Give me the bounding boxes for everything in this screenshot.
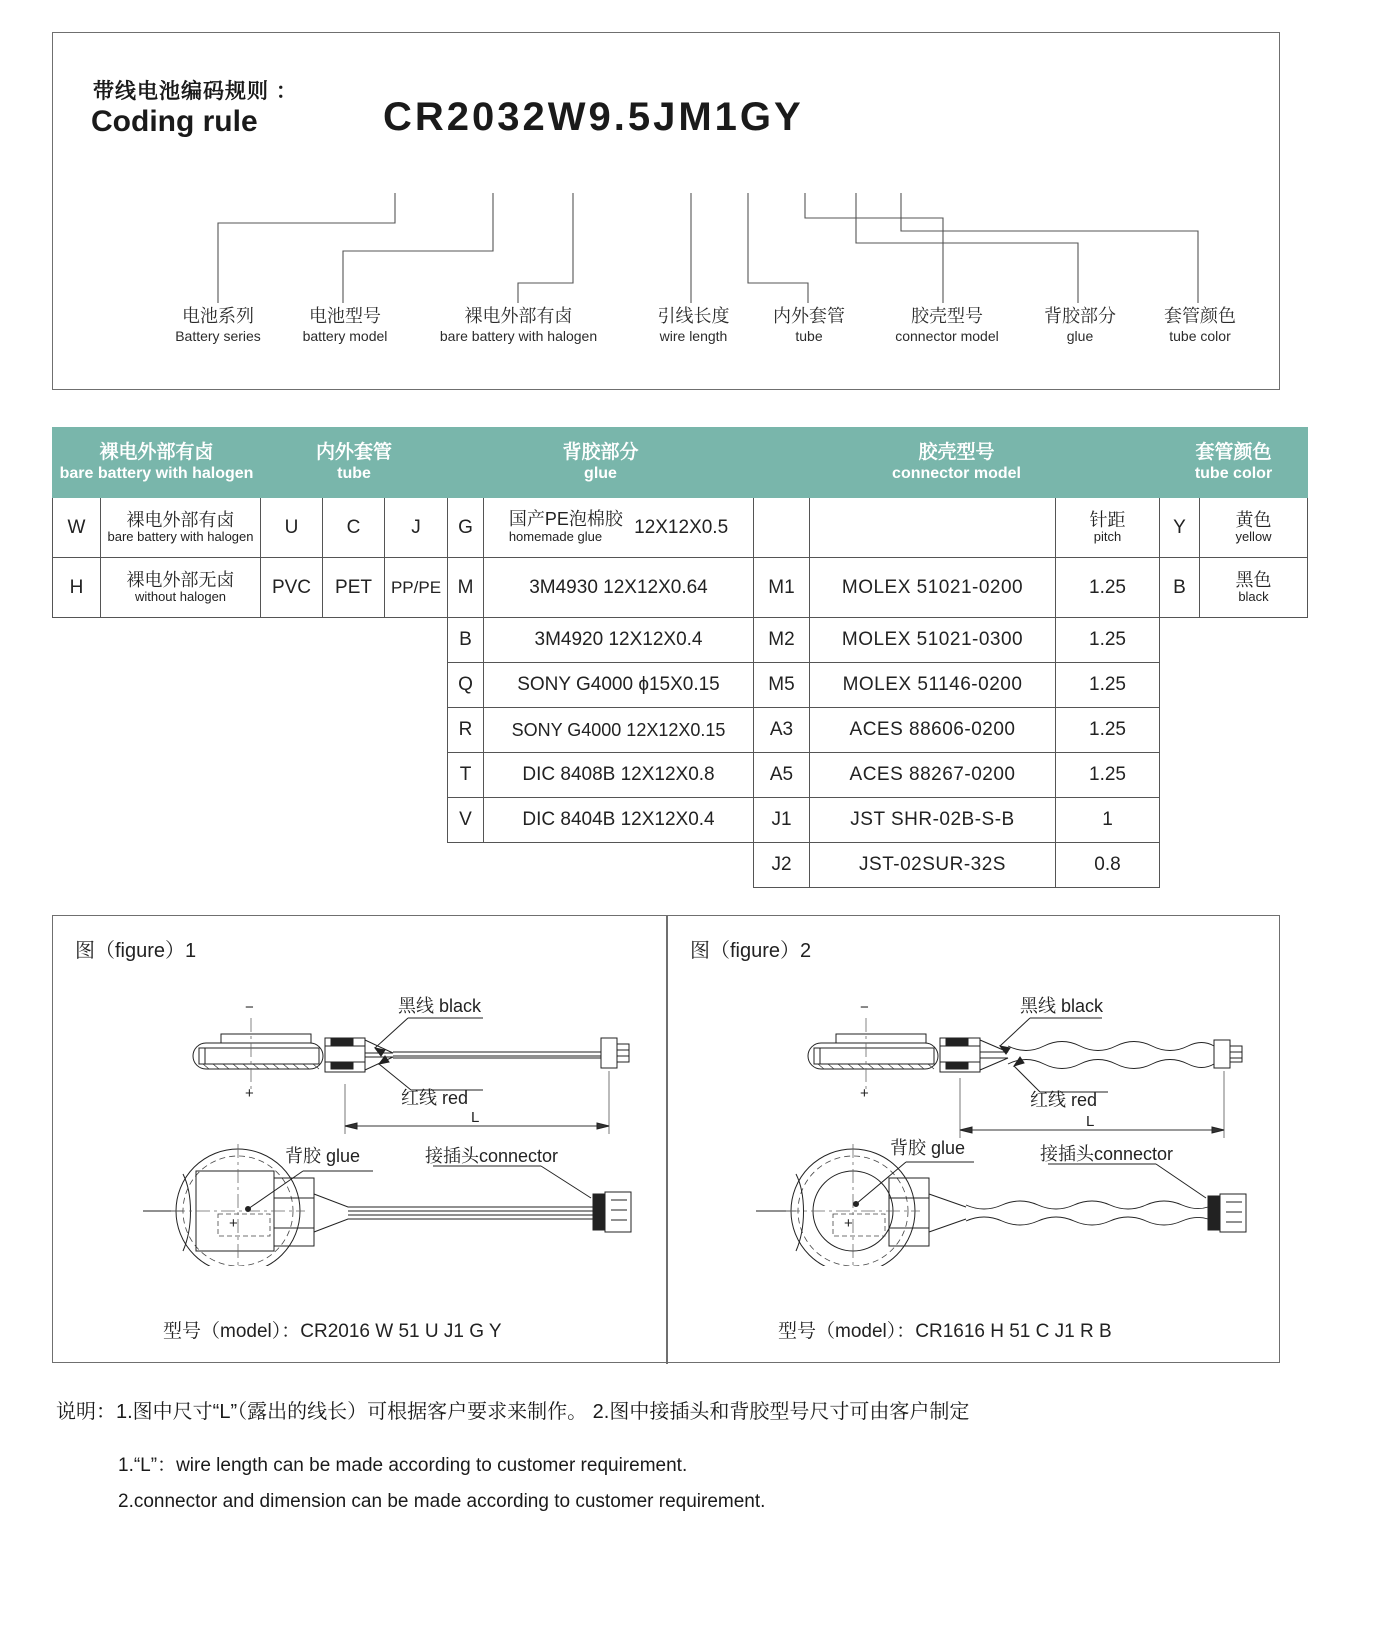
figure-1-minus-sign: −: [245, 999, 254, 1016]
tube-code-u: U: [261, 498, 323, 558]
glue-spec-b: 3M4920 12X12X0.4: [484, 618, 754, 663]
legend-item-glue: [1021, 305, 1139, 345]
pitch-en: pitch: [1093, 529, 1122, 545]
figure-2-connector-label: 接插头connector: [1040, 1144, 1174, 1164]
connector-model-j1: JST SHR-02B-S-B: [810, 798, 1056, 843]
table-header-row: [53, 428, 1308, 498]
connector-code-a3: A3: [754, 708, 810, 753]
figure-1-model: [163, 1316, 502, 1343]
tube-code-j: J: [385, 498, 448, 558]
notes-section: [56, 1395, 1336, 1513]
header-glue: [448, 428, 754, 498]
legend-item-tube-color: [1135, 305, 1265, 345]
note-line-english-1: 1.“L”：wire length can be made according to customer requirement.: [118, 1455, 688, 1476]
connector-model-a3: ACES 88606-0200: [810, 708, 1056, 753]
figure-1-dimension-label: L: [471, 1109, 480, 1126]
header-cn: 套管颜色: [1195, 441, 1272, 463]
header-connector-model: [754, 428, 1160, 498]
figure-2-plus-sign: +: [860, 1085, 869, 1102]
glue-spec-q: SONY G4000 ϕ15X0.15: [484, 663, 754, 708]
figure-divider: [666, 916, 668, 1364]
figure-1-glue-label: 背胶 glue: [285, 1146, 361, 1166]
figure-1-red-wire-label: 红线 red: [401, 1088, 469, 1108]
figure-1-connector-label: 接插头connector: [425, 1146, 559, 1166]
specification-table: [52, 427, 1308, 888]
legend-item-tube: [753, 305, 865, 345]
legend-en: wire length: [659, 327, 728, 344]
header-en: tube: [337, 465, 371, 483]
figure-1-plus-sign: +: [245, 1085, 254, 1102]
header-tube: [261, 428, 448, 498]
note-line-english-2: 2.connector and dimension can be made according to customer requirement.: [118, 1491, 766, 1512]
connector-model-j2: JST-02SUR-32S: [810, 843, 1056, 888]
legend-cn: 内外套管: [773, 306, 845, 326]
connector-model-a5: ACES 88267-0200: [810, 753, 1056, 798]
halogen-code-h: H: [53, 558, 101, 618]
figure-2-black-wire-label: 黑线 black: [1020, 996, 1104, 1016]
figure-2-model-value: CR1616 H 51 C J1 R B: [915, 1321, 1112, 1342]
legend-en: bare battery with halogen: [439, 327, 598, 344]
legend-cn: 引线长度: [657, 306, 730, 326]
legend-en: Battery series: [175, 327, 261, 344]
halogen-code-w: W: [53, 498, 101, 558]
glue-code-t: T: [448, 753, 484, 798]
legend-item-battery-series: [148, 305, 288, 345]
table-row: [53, 753, 1308, 798]
halogen-desc-h: [101, 558, 261, 618]
header-cn: 内外套管: [315, 441, 392, 463]
svg-text:+: +: [844, 1215, 853, 1232]
tube-color-code-b: B: [1160, 558, 1200, 618]
table-row: [53, 558, 1308, 618]
coding-rule-example-code: CR2032W9.5JM1GY: [383, 95, 804, 139]
connector-model-empty: [810, 498, 1056, 558]
legend-en: connector model: [895, 327, 999, 344]
legend-item-bare-battery-halogen: [401, 305, 636, 345]
connector-pitch-m1: 1.25: [1056, 558, 1160, 618]
header-en: glue: [584, 465, 617, 483]
glue-name-en: homemade glue: [508, 529, 603, 545]
tube-color-desc-y: [1200, 498, 1308, 558]
tube-material-pet: PET: [323, 558, 385, 618]
figure-1-model-value: CR2016 W 51 U J1 G Y: [300, 1321, 502, 1342]
figure-2-model: [778, 1316, 1112, 1343]
header-en: tube color: [1194, 465, 1273, 483]
cell-cn: 黄色: [1235, 509, 1272, 530]
glue-code-r: R: [448, 708, 484, 753]
header-cn: 背胶部分: [562, 441, 639, 463]
glue-spec-m: 3M4930 12X12X0.64: [484, 558, 754, 618]
legend-cn: 背胶部分: [1044, 306, 1116, 326]
legend-item-battery-model: [275, 305, 415, 345]
connector-model-m2: MOLEX 51021-0300: [810, 618, 1056, 663]
note-line-chinese: 说明：1.图中尺寸“L”（露出的线长）可根据客户要求来制作。 2.图中接插头和背胶型号尺寸可由客户制定: [56, 1401, 970, 1423]
figure-2-dimension-label: L: [1086, 1113, 1095, 1130]
cell-en: bare battery with halogen: [107, 529, 254, 545]
cell-cn: 裸电外部无卤: [126, 569, 235, 590]
header-tube-color: [1160, 428, 1308, 498]
header-cn: 裸电外部有卤: [99, 441, 214, 463]
connector-code-m1: M1: [754, 558, 810, 618]
legend-en: tube color: [1169, 327, 1231, 344]
connector-model-m5: MOLEX 51146-0200: [810, 663, 1056, 708]
figure-1-label: 图（figure）1: [75, 940, 197, 962]
legend-en: tube: [795, 327, 823, 344]
glue-dimension: 12X12X0.5: [634, 516, 729, 538]
figure-2-model-label: 型号（model）：: [778, 1321, 916, 1342]
legend-cn: 电池系列: [182, 306, 254, 326]
tube-color-desc-b: [1200, 558, 1308, 618]
legend-cn: 电池型号: [309, 306, 381, 326]
legend-cn: 胶壳型号: [911, 306, 983, 326]
table-row: [53, 843, 1308, 888]
tube-color-code-y: Y: [1160, 498, 1200, 558]
cell-cn: 裸电外部有卤: [126, 509, 235, 530]
glue-code-g: G: [448, 498, 484, 558]
connector-pitch-j1: 1: [1056, 798, 1160, 843]
table-row: [53, 798, 1308, 843]
figure-1-model-label: 型号（model）：: [163, 1321, 301, 1342]
legend-item-connector-model: [863, 305, 1031, 345]
coding-rule-title-en: Coding rule: [91, 105, 258, 138]
cell-en: black: [1238, 589, 1269, 605]
figure-1-black-wire-label: 黑线 black: [398, 996, 482, 1016]
glue-spec-g: [484, 498, 754, 558]
header-cn: 胶壳型号: [918, 441, 995, 463]
connector-code-a5: A5: [754, 753, 810, 798]
pitch-cn: 针距: [1089, 509, 1126, 530]
figure-2-minus-sign: −: [860, 999, 869, 1016]
figures-panel: [52, 915, 1280, 1363]
figure-2-drawing: [678, 966, 1278, 1266]
svg-text:+: +: [229, 1215, 238, 1232]
connector-pitch-a3: 1.25: [1056, 708, 1160, 753]
legend-en: battery model: [302, 327, 388, 344]
tube-material-pppe: PP/PE: [385, 558, 448, 618]
glue-code-b: B: [448, 618, 484, 663]
header-en: bare battery with halogen: [59, 465, 254, 483]
glue-spec-v: DIC 8404B 12X12X0.4: [484, 798, 754, 843]
header-bare-battery-halogen: [53, 428, 261, 498]
connector-pitch-m2: 1.25: [1056, 618, 1160, 663]
connector-pitch-j2: 0.8: [1056, 843, 1160, 888]
connector-pitch-a5: 1.25: [1056, 753, 1160, 798]
tube-code-c: C: [323, 498, 385, 558]
header-en: connector model: [892, 465, 1021, 483]
coding-rule-panel: [52, 32, 1280, 390]
legend-cn: 裸电外部有卤: [464, 306, 573, 326]
glue-code-q: Q: [448, 663, 484, 708]
connector-code-m5: M5: [754, 663, 810, 708]
table-row: [53, 498, 1308, 558]
coding-rule-title-cn: 带线电池编码规则 ：: [93, 80, 298, 103]
figure-2-glue-label: 背胶 glue: [890, 1138, 966, 1158]
glue-name-cn: 国产PE泡棉胶: [508, 509, 623, 530]
figure-2-red-wire-label: 红线 red: [1030, 1090, 1098, 1110]
glue-code-v: V: [448, 798, 484, 843]
connector-pitch-m5: 1.25: [1056, 663, 1160, 708]
pitch-header-cell: [1056, 498, 1160, 558]
figure-2-label: 图（figure）2: [690, 940, 812, 962]
connector-code-m2: M2: [754, 618, 810, 663]
legend-en: glue: [1066, 327, 1094, 344]
glue-code-m: M: [448, 558, 484, 618]
cell-en: without halogen: [134, 589, 227, 605]
halogen-desc-w: [101, 498, 261, 558]
connector-model-m1: MOLEX 51021-0200: [810, 558, 1056, 618]
connector-code-j2: J2: [754, 843, 810, 888]
coding-rule-legend: [53, 305, 1281, 375]
legend-cn: 套管颜色: [1164, 306, 1236, 326]
glue-spec-r: SONY G4000 12X12X0.15: [484, 708, 754, 753]
tube-material-pvc: PVC: [261, 558, 323, 618]
cell-en: yellow: [1235, 529, 1272, 545]
table-row: [53, 708, 1308, 753]
table-row: [53, 663, 1308, 708]
figure-1-drawing: [63, 966, 663, 1266]
legend-item-wire-length: [631, 305, 756, 345]
glue-spec-t: DIC 8408B 12X12X0.8: [484, 753, 754, 798]
table-row: [53, 618, 1308, 663]
connector-code-empty: [754, 498, 810, 558]
cell-cn: 黑色: [1235, 569, 1272, 590]
connector-code-j1: J1: [754, 798, 810, 843]
